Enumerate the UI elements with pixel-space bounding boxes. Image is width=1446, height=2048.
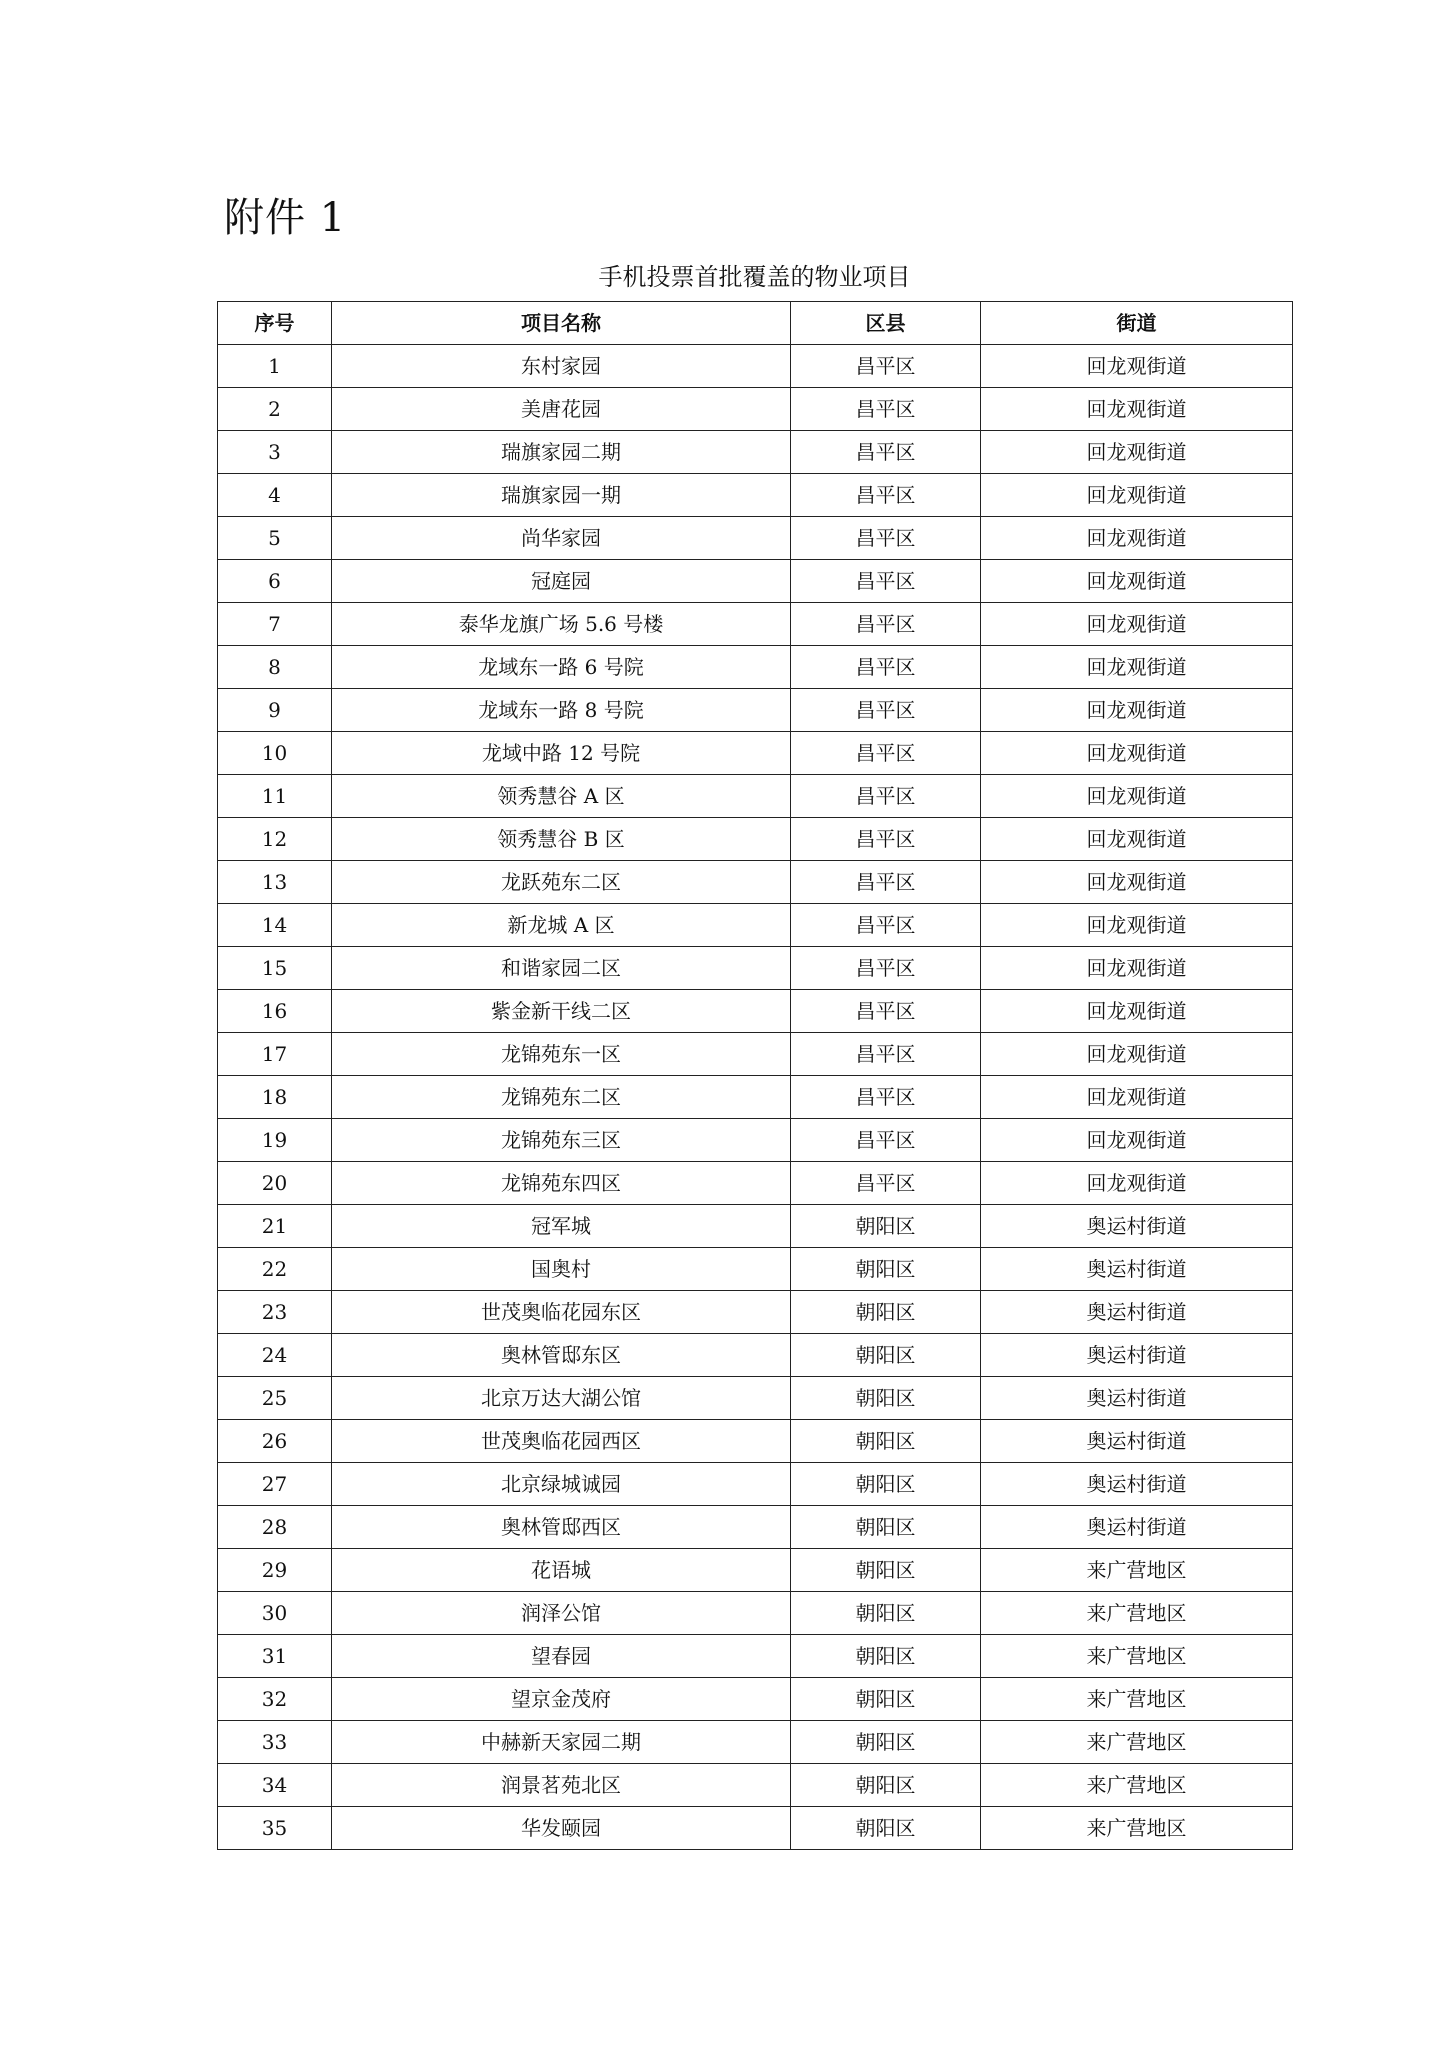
- project-name-cell: 北京万达大湖公馆: [332, 1377, 791, 1420]
- table-row: [218, 990, 1293, 1033]
- district-cell: 朝阳区: [791, 1721, 981, 1764]
- row-index-cell: 16: [218, 990, 332, 1033]
- district-cell: 朝阳区: [791, 1807, 981, 1850]
- project-name-cell: 和谐家园二区: [332, 947, 791, 990]
- table-row: [218, 1162, 1293, 1205]
- row-index-cell: 1: [218, 345, 332, 388]
- row-index-cell: 2: [218, 388, 332, 431]
- project-name-cell: 奥林管邸西区: [332, 1506, 791, 1549]
- district-cell: 朝阳区: [791, 1592, 981, 1635]
- project-name-cell: 龙域东一路 8 号院: [332, 689, 791, 732]
- district-cell: 朝阳区: [791, 1463, 981, 1506]
- row-index-cell: 5: [218, 517, 332, 560]
- table-row: [218, 1721, 1293, 1764]
- row-index-cell: 11: [218, 775, 332, 818]
- subdistrict-cell: 来广营地区: [981, 1764, 1293, 1807]
- district-cell: 昌平区: [791, 947, 981, 990]
- district-cell: 昌平区: [791, 732, 981, 775]
- row-index-cell: 27: [218, 1463, 332, 1506]
- row-index-cell: 15: [218, 947, 332, 990]
- subdistrict-cell: 回龙观街道: [981, 775, 1293, 818]
- table-row: [218, 732, 1293, 775]
- district-cell: 昌平区: [791, 1076, 981, 1119]
- table-row: [218, 517, 1293, 560]
- subdistrict-cell: 回龙观街道: [981, 603, 1293, 646]
- row-index-cell: 35: [218, 1807, 332, 1850]
- district-cell: 昌平区: [791, 775, 981, 818]
- row-index-cell: 34: [218, 1764, 332, 1807]
- district-cell: 昌平区: [791, 560, 981, 603]
- project-name-cell: 龙锦苑东四区: [332, 1162, 791, 1205]
- district-cell: 昌平区: [791, 1033, 981, 1076]
- table-row: [218, 1635, 1293, 1678]
- row-index-cell: 6: [218, 560, 332, 603]
- subdistrict-cell: 奥运村街道: [981, 1205, 1293, 1248]
- subdistrict-cell: 奥运村街道: [981, 1377, 1293, 1420]
- subdistrict-cell: 奥运村街道: [981, 1291, 1293, 1334]
- district-cell: 朝阳区: [791, 1506, 981, 1549]
- row-index-cell: 7: [218, 603, 332, 646]
- subdistrict-cell: 来广营地区: [981, 1549, 1293, 1592]
- table-row: [218, 1291, 1293, 1334]
- subdistrict-cell: 来广营地区: [981, 1592, 1293, 1635]
- district-cell: 昌平区: [791, 689, 981, 732]
- table-row: [218, 1592, 1293, 1635]
- subdistrict-cell: 奥运村街道: [981, 1463, 1293, 1506]
- row-index-cell: 28: [218, 1506, 332, 1549]
- row-index-cell: 12: [218, 818, 332, 861]
- row-index-cell: 17: [218, 1033, 332, 1076]
- subdistrict-cell: 来广营地区: [981, 1678, 1293, 1721]
- project-name-cell: 龙锦苑东三区: [332, 1119, 791, 1162]
- subdistrict-cell: 回龙观街道: [981, 646, 1293, 689]
- district-cell: 昌平区: [791, 1119, 981, 1162]
- project-name-cell: 美唐花园: [332, 388, 791, 431]
- subdistrict-cell: 回龙观街道: [981, 388, 1293, 431]
- row-index-cell: 21: [218, 1205, 332, 1248]
- table-row: [218, 1764, 1293, 1807]
- project-name-cell: 瑞旗家园一期: [332, 474, 791, 517]
- project-name-cell: 尚华家园: [332, 517, 791, 560]
- project-name-cell: 润景茗苑北区: [332, 1764, 791, 1807]
- subdistrict-cell: 回龙观街道: [981, 732, 1293, 775]
- subdistrict-cell: 回龙观街道: [981, 517, 1293, 560]
- row-index-cell: 31: [218, 1635, 332, 1678]
- table-row: [218, 1807, 1293, 1850]
- project-name-cell: 瑞旗家园二期: [332, 431, 791, 474]
- subdistrict-cell: 奥运村街道: [981, 1248, 1293, 1291]
- district-cell: 朝阳区: [791, 1291, 981, 1334]
- project-name-cell: 望春园: [332, 1635, 791, 1678]
- subdistrict-cell: 回龙观街道: [981, 861, 1293, 904]
- table-row: [218, 689, 1293, 732]
- project-name-cell: 国奥村: [332, 1248, 791, 1291]
- project-name-cell: 世茂奥临花园东区: [332, 1291, 791, 1334]
- subdistrict-cell: 奥运村街道: [981, 1506, 1293, 1549]
- subdistrict-cell: 回龙观街道: [981, 904, 1293, 947]
- project-name-cell: 华发颐园: [332, 1807, 791, 1850]
- subdistrict-cell: 回龙观街道: [981, 1162, 1293, 1205]
- table-row: [218, 474, 1293, 517]
- row-index-cell: 13: [218, 861, 332, 904]
- row-index-cell: 9: [218, 689, 332, 732]
- row-index-cell: 32: [218, 1678, 332, 1721]
- project-name-cell: 领秀慧谷 B 区: [332, 818, 791, 861]
- table-row: [218, 646, 1293, 689]
- table-row: [218, 345, 1293, 388]
- table-row: [218, 1463, 1293, 1506]
- district-cell: 昌平区: [791, 990, 981, 1033]
- table-row: [218, 1205, 1293, 1248]
- subdistrict-cell: 回龙观街道: [981, 689, 1293, 732]
- row-index-cell: 4: [218, 474, 332, 517]
- district-cell: 昌平区: [791, 904, 981, 947]
- subdistrict-cell: 回龙观街道: [981, 474, 1293, 517]
- table-title: 手机投票首批覆盖的物业项目: [598, 263, 911, 291]
- project-name-cell: 东村家园: [332, 345, 791, 388]
- subdistrict-cell: 回龙观街道: [981, 1119, 1293, 1162]
- district-cell: 昌平区: [791, 431, 981, 474]
- district-cell: 朝阳区: [791, 1377, 981, 1420]
- district-cell: 昌平区: [791, 474, 981, 517]
- project-name-cell: 龙跃苑东二区: [332, 861, 791, 904]
- row-index-cell: 26: [218, 1420, 332, 1463]
- table-row: [218, 818, 1293, 861]
- subdistrict-cell: 回龙观街道: [981, 947, 1293, 990]
- project-name-cell: 冠军城: [332, 1205, 791, 1248]
- subdistrict-cell: 奥运村街道: [981, 1420, 1293, 1463]
- subdistrict-cell: 来广营地区: [981, 1721, 1293, 1764]
- row-index-cell: 14: [218, 904, 332, 947]
- row-index-cell: 19: [218, 1119, 332, 1162]
- table-row: [218, 861, 1293, 904]
- project-name-cell: 泰华龙旗广场 5.6 号楼: [332, 603, 791, 646]
- subdistrict-cell: 来广营地区: [981, 1635, 1293, 1678]
- row-index-cell: 8: [218, 646, 332, 689]
- row-index-cell: 29: [218, 1549, 332, 1592]
- district-cell: 朝阳区: [791, 1635, 981, 1678]
- table-row: [218, 1076, 1293, 1119]
- row-index-cell: 20: [218, 1162, 332, 1205]
- table-row: [218, 1119, 1293, 1162]
- table-row: [218, 1420, 1293, 1463]
- district-cell: 朝阳区: [791, 1764, 981, 1807]
- district-cell: 昌平区: [791, 603, 981, 646]
- subdistrict-cell: 回龙观街道: [981, 1076, 1293, 1119]
- district-cell: 朝阳区: [791, 1205, 981, 1248]
- subdistrict-cell: 回龙观街道: [981, 818, 1293, 861]
- table-row: [218, 1549, 1293, 1592]
- table-row: [218, 603, 1293, 646]
- table-row: [218, 775, 1293, 818]
- district-cell: 朝阳区: [791, 1420, 981, 1463]
- table-row: [218, 1678, 1293, 1721]
- header-index: 序号: [218, 302, 332, 345]
- project-name-cell: 龙域中路 12 号院: [332, 732, 791, 775]
- header-subdistrict: 街道: [981, 302, 1293, 345]
- project-name-cell: 领秀慧谷 A 区: [332, 775, 791, 818]
- project-name-cell: 中赫新天家园二期: [332, 1721, 791, 1764]
- table-row: [218, 560, 1293, 603]
- table-row: [218, 1334, 1293, 1377]
- row-index-cell: 30: [218, 1592, 332, 1635]
- row-index-cell: 3: [218, 431, 332, 474]
- project-name-cell: 望京金茂府: [332, 1678, 791, 1721]
- project-name-cell: 龙域东一路 6 号院: [332, 646, 791, 689]
- header-district: 区县: [791, 302, 981, 345]
- table-row: [218, 388, 1293, 431]
- subdistrict-cell: 回龙观街道: [981, 560, 1293, 603]
- table-row: [218, 1033, 1293, 1076]
- district-cell: 朝阳区: [791, 1248, 981, 1291]
- row-index-cell: 18: [218, 1076, 332, 1119]
- project-name-cell: 龙锦苑东二区: [332, 1076, 791, 1119]
- district-cell: 昌平区: [791, 517, 981, 560]
- district-cell: 昌平区: [791, 345, 981, 388]
- header-project-name: 项目名称: [332, 302, 791, 345]
- project-name-cell: 润泽公馆: [332, 1592, 791, 1635]
- project-name-cell: 新龙城 A 区: [332, 904, 791, 947]
- table-header-row: [218, 302, 1293, 345]
- district-cell: 昌平区: [791, 646, 981, 689]
- district-cell: 朝阳区: [791, 1549, 981, 1592]
- row-index-cell: 24: [218, 1334, 332, 1377]
- table-row: [218, 904, 1293, 947]
- district-cell: 朝阳区: [791, 1678, 981, 1721]
- table-body: [218, 345, 1293, 1850]
- project-name-cell: 龙锦苑东一区: [332, 1033, 791, 1076]
- table-row: [218, 947, 1293, 990]
- district-cell: 昌平区: [791, 861, 981, 904]
- project-name-cell: 北京绿城诚园: [332, 1463, 791, 1506]
- district-cell: 昌平区: [791, 388, 981, 431]
- district-cell: 昌平区: [791, 818, 981, 861]
- district-cell: 昌平区: [791, 1162, 981, 1205]
- project-name-cell: 紫金新干线二区: [332, 990, 791, 1033]
- row-index-cell: 23: [218, 1291, 332, 1334]
- subdistrict-cell: 回龙观街道: [981, 345, 1293, 388]
- row-index-cell: 25: [218, 1377, 332, 1420]
- district-cell: 朝阳区: [791, 1334, 981, 1377]
- table-row: [218, 1248, 1293, 1291]
- project-name-cell: 世茂奥临花园西区: [332, 1420, 791, 1463]
- project-name-cell: 奥林管邸东区: [332, 1334, 791, 1377]
- subdistrict-cell: 回龙观街道: [981, 990, 1293, 1033]
- subdistrict-cell: 来广营地区: [981, 1807, 1293, 1850]
- row-index-cell: 22: [218, 1248, 332, 1291]
- row-index-cell: 10: [218, 732, 332, 775]
- project-name-cell: 冠庭园: [332, 560, 791, 603]
- attachment-label: 附件 1: [224, 195, 347, 241]
- table-row: [218, 431, 1293, 474]
- row-index-cell: 33: [218, 1721, 332, 1764]
- property-table: [217, 301, 1293, 1850]
- subdistrict-cell: 回龙观街道: [981, 431, 1293, 474]
- table-row: [218, 1377, 1293, 1420]
- project-name-cell: 花语城: [332, 1549, 791, 1592]
- table-row: [218, 1506, 1293, 1549]
- subdistrict-cell: 奥运村街道: [981, 1334, 1293, 1377]
- subdistrict-cell: 回龙观街道: [981, 1033, 1293, 1076]
